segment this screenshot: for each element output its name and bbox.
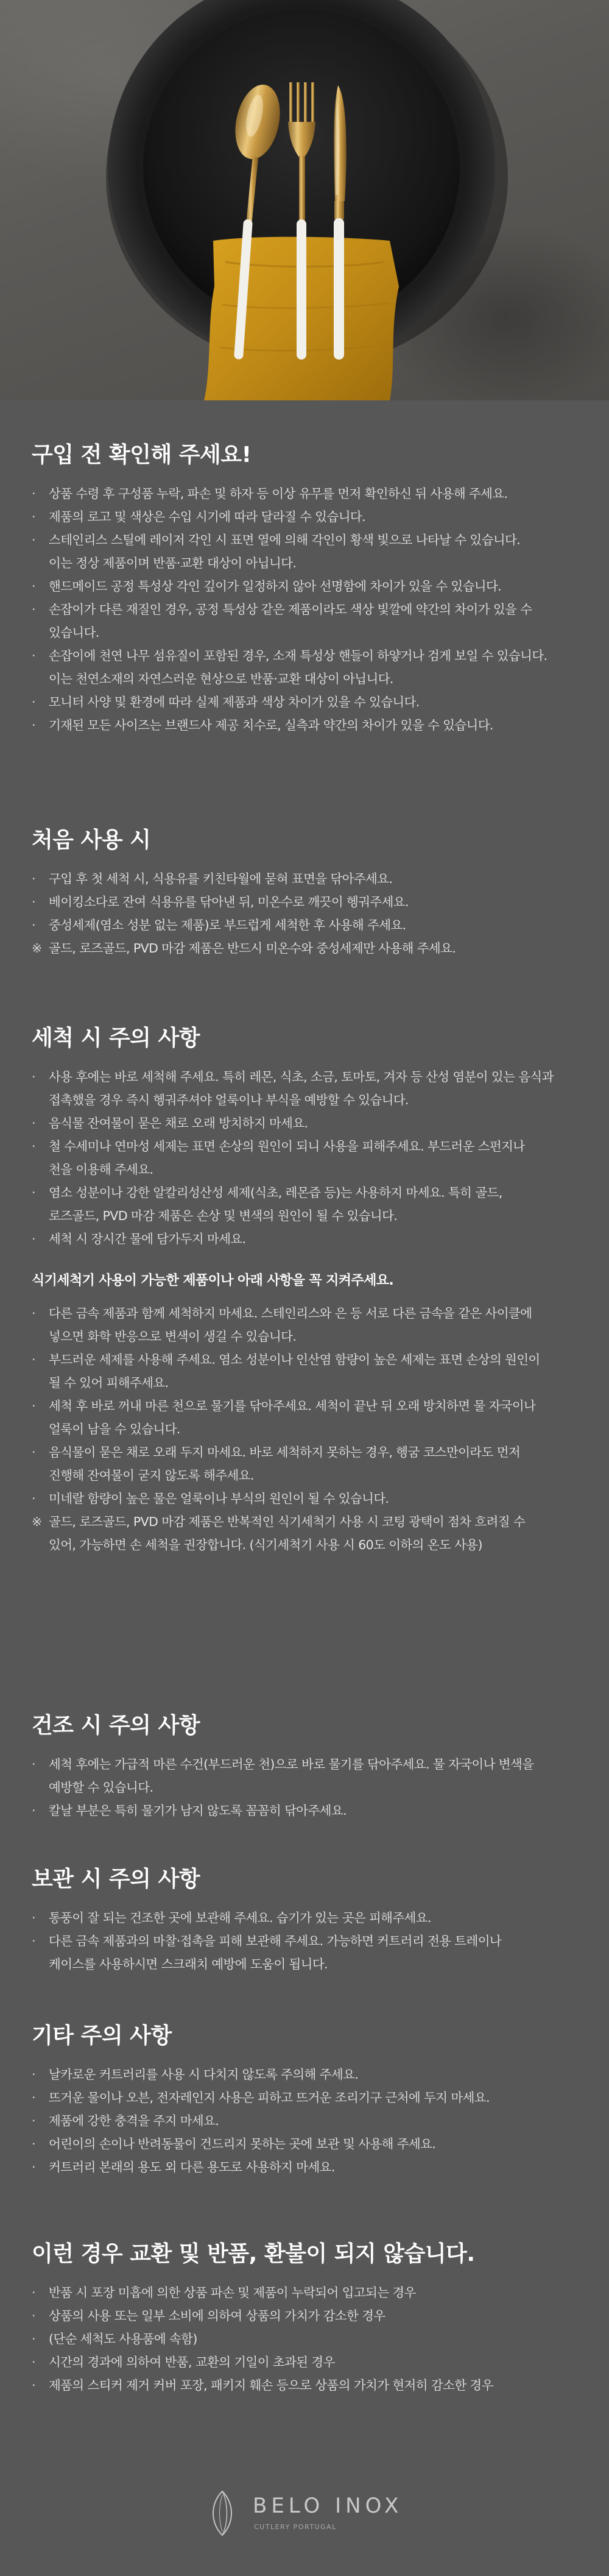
item-text: 될 수 있어 피해주세요.: [49, 1375, 169, 1390]
item-text: 이는 천연소재의 자연스러운 현상으로 반품·교환 대상이 아닙니다.: [49, 672, 393, 686]
item-text: 있어, 가능하면 손 세척을 권장합니다. (식기세척기 사용 시 60도 이하의 온도 사용): [49, 1538, 482, 1552]
item-text: 골드, 로즈골드, PVD 마감 제품은 반드시 미온수와 중성세제만 사용해 주세요.: [49, 941, 456, 956]
bullet: ·: [32, 1445, 35, 1460]
section-title: 세척 시 주의 사항: [32, 1026, 200, 1051]
bullet: ·: [32, 1306, 35, 1321]
section-first-use: [32, 827, 456, 960]
notice-list: [32, 867, 456, 960]
item-text: 세척 시 장시간 물에 담가두지 마세요.: [49, 1232, 246, 1246]
list-item: [32, 1135, 554, 1181]
brand-name: BELO INOX: [253, 2494, 403, 2518]
bullet: ·: [32, 871, 35, 886]
brand-subtitle: CUTLERY PORTUGAL: [254, 2523, 337, 2531]
item-text: 상품 수령 후 구성품 누락, 파손 및 하자 등 이상 유무를 먼저 확인하신 뒤 사용해 주세요.: [49, 486, 508, 501]
item-text: 예방할 수 있습니다.: [49, 1780, 153, 1795]
item-text: 통풍이 잘 되는 건조한 곳에 보관해 주세요. 습기가 있는 곳은 피해주세요.: [49, 1911, 431, 1925]
bullet: ·: [32, 1116, 35, 1130]
notice-list: [32, 1753, 533, 1822]
section-washing: [32, 1025, 554, 1556]
bullet: ·: [32, 1911, 35, 1925]
bullet: ※: [32, 1514, 42, 1529]
item-text: 다른 금속 제품과 함께 세척하지 마세요. 스테인리스와 은 등 서로 다른 금속을 같은 사이클에: [49, 1306, 532, 1321]
list-item: [32, 1394, 554, 1441]
bullet: ·: [32, 486, 35, 501]
list-item: [32, 1510, 554, 1556]
section-title: 처음 사용 시: [32, 828, 151, 853]
tableware-illustration: [0, 0, 609, 400]
hero-photo: [0, 0, 609, 400]
item-text: 다른 금속 제품과의 마찰·접촉을 피해 보관해 주세요. 가능하면 커트러리 전용 트레이나: [49, 1934, 502, 1948]
item-text: 베이킹소다로 잔여 식용유를 닦아낸 뒤, 미온수로 깨끗이 헹궈주세요.: [49, 895, 409, 909]
notice-list: [32, 1906, 501, 1976]
leaf-logo-icon: [204, 2489, 241, 2538]
list-item: [32, 2327, 493, 2351]
bullet: ·: [32, 695, 35, 709]
list-item: [32, 2063, 490, 2086]
list-item: [32, 914, 456, 937]
bullet: ·: [32, 2378, 35, 2393]
bullet: ·: [32, 509, 35, 524]
item-text: 핸드메이드 공정 특성상 각인 깊이가 일정하지 않아 선명함에 차이가 있을 수 있습니다.: [49, 579, 502, 594]
item-text: 로즈골드, PVD 마감 제품은 손상 및 변색의 원인이 될 수 있습니다.: [49, 1208, 398, 1223]
notice-list: [32, 1065, 554, 1251]
brand-logo: [204, 2485, 405, 2543]
item-text: 골드, 로즈골드, PVD 마감 제품은 반복적인 식기세척기 사용 시 코팅 광택이 점차 흐려질 수: [49, 1514, 526, 1529]
section-title: 기타 주의 사항: [32, 2023, 172, 2048]
section-title: 이런 경우 교환 및 반품, 환불이 되지 않습니다.: [32, 2241, 475, 2266]
list-item: [32, 690, 547, 714]
item-text: 음식물 잔여물이 묻은 채로 오래 방치하지 마세요.: [49, 1116, 308, 1130]
list-item: [32, 714, 547, 737]
bullet: ·: [32, 895, 35, 909]
item-text: 날카로운 커트러리를 사용 시 다치지 않도록 주의해 주세요.: [49, 2067, 359, 2082]
list-item: [32, 2132, 490, 2156]
list-item: [32, 1302, 554, 1348]
item-text: 제품의 로고 및 색상은 수입 시기에 따라 달라질 수 있습니다.: [49, 509, 366, 524]
bullet: ·: [32, 1139, 35, 1154]
bullet: ·: [32, 1185, 35, 1200]
list-item: [32, 575, 547, 598]
bullet: ·: [32, 579, 35, 594]
bullet: ·: [32, 2137, 35, 2151]
item-text: 얼룩이 남을 수 있습니다.: [49, 1422, 180, 1436]
item-text: 미네랄 함량이 높은 물은 얼룩이나 부식의 원인이 될 수 있습니다.: [49, 1491, 389, 1506]
item-text: 뜨거운 물이나 오븐, 전자레인지 사용은 피하고 뜨거운 조리기구 근처에 두지 마세요.: [49, 2090, 490, 2105]
item-text: 있습니다.: [49, 625, 99, 640]
list-item: [32, 890, 456, 914]
item-text: 접촉했을 경우 즉시 헹궈주셔야 얼룩이나 부식을 예방할 수 있습니다.: [49, 1093, 409, 1107]
section-other: [32, 2023, 490, 2179]
list-item: [32, 1929, 501, 1976]
list-item: [32, 937, 456, 960]
list-item: [32, 598, 547, 644]
notice-list: [32, 482, 547, 737]
list-item: [32, 1227, 554, 1251]
section-storage: [32, 1866, 501, 1976]
section-no-return: [32, 2241, 493, 2397]
list-item: [32, 1112, 554, 1135]
bullet: ·: [32, 1757, 35, 1772]
item-text: 제품의 스티커 제거 커버 포장, 패키지 훼손 등으로 상품의 가치가 현저히 감소한 경우: [49, 2378, 493, 2393]
section-title: 건조 시 주의 사항: [32, 1713, 200, 1738]
bullet: ·: [32, 2285, 35, 2300]
item-text: 세척 후 바로 꺼내 마른 천으로 물기를 닦아주세요. 세척이 끝난 뒤 오래 방치하면 물 자국이나: [49, 1399, 536, 1413]
list-item: [32, 528, 547, 575]
item-text: 제품에 강한 충격을 주지 마세요.: [49, 2113, 219, 2128]
list-item: [32, 1487, 554, 1510]
bullet: ·: [32, 1399, 35, 1413]
item-text: 구입 후 첫 세척 시, 식용유를 키친타월에 묻혀 표면을 닦아주세요.: [49, 871, 393, 886]
section-before-purchase: [32, 442, 547, 737]
item-text: 어린이의 손이나 반려동물이 건드리지 못하는 곳에 보관 및 사용해 주세요.: [49, 2137, 436, 2151]
bullet: ·: [32, 602, 35, 617]
section-drying: [32, 1712, 533, 1822]
bullet: ·: [32, 1934, 35, 1948]
item-text: 세척 후에는 가급적 마른 수건(부드러운 천)으로 바로 물기를 닦아주세요. 물 자국이나 변색을: [49, 1757, 534, 1772]
list-item: [32, 1441, 554, 1487]
bullet: ·: [32, 1070, 35, 1084]
item-text: 넣으면 화학 반응으로 변색이 생길 수 있습니다.: [49, 1329, 297, 1344]
list-item: [32, 2304, 493, 2327]
section-title: 보관 시 주의 사항: [32, 1867, 200, 1892]
item-text: 칼날 부분은 특히 물기가 남지 않도록 꼼꼼히 닦아주세요.: [49, 1803, 347, 1818]
list-item: [32, 505, 547, 528]
list-item: [32, 1181, 554, 1227]
list-item: [32, 2109, 490, 2132]
bullet: ·: [32, 2308, 35, 2323]
item-text: 철 수세미나 연마성 세제는 표면 손상의 원인이 되니 사용을 피해주세요. 부드러운 스펀지나: [49, 1139, 525, 1154]
item-text: 손잡이에 천연 나무 섬유질이 포함된 경우, 소재 특성상 핸들이 하얗거나 검게 보일 수 있습니다.: [49, 648, 547, 663]
bullet: ※: [32, 941, 42, 956]
bullet: ·: [32, 2332, 35, 2346]
bullet: ·: [32, 718, 35, 733]
item-text: 이는 정상 제품이며 반품·교환 대상이 아닙니다.: [49, 556, 297, 570]
list-item: [32, 2086, 490, 2109]
list-item: [32, 2281, 493, 2304]
bullet: ·: [32, 1352, 35, 1367]
list-item: [32, 867, 456, 890]
item-text: 사용 후에는 바로 세척해 주세요. 특히 레몬, 식초, 소금, 토마토, 겨자 등 산성 염분이 있는 음식과: [49, 1070, 554, 1084]
item-text: 천을 이용해 주세요.: [49, 1162, 153, 1177]
bullet: ·: [32, 2160, 35, 2174]
item-text: 케이스를 사용하시면 스크래치 예방에 도움이 됩니다.: [49, 1957, 328, 1971]
bullet: ·: [32, 2355, 35, 2369]
bullet: ·: [32, 918, 35, 932]
list-item: [32, 2374, 493, 2397]
list-item: [32, 1348, 554, 1394]
list-item: [32, 2156, 490, 2179]
list-item: [32, 2351, 493, 2374]
list-item: [32, 1065, 554, 1112]
item-text: 상품의 사용 또는 일부 소비에 의하여 상품의 가치가 감소한 경우: [49, 2308, 385, 2323]
item-text: 손잡이가 다른 재질인 경우, 공정 특성상 같은 제품이라도 색상 빛깔에 약간의 차이가 있을 수: [49, 602, 532, 617]
bullet: ·: [32, 533, 35, 547]
dishwasher-list: [32, 1302, 554, 1556]
item-text: (단순 세척도 사용품에 속함): [49, 2332, 197, 2346]
item-text: 커트러리 본래의 용도 외 다른 용도로 사용하지 마세요.: [49, 2160, 335, 2174]
list-item: [32, 1906, 501, 1929]
item-text: 모니터 사양 및 환경에 따라 실제 제품과 색상 차이가 있을 수 있습니다.: [49, 695, 420, 709]
item-text: 부드러운 세제를 사용해 주세요. 염소 성분이나 인산염 함량이 높은 세제는 표면 손상의 원인이: [49, 1352, 540, 1367]
list-item: [32, 1753, 533, 1799]
bullet: ·: [32, 2067, 35, 2082]
item-text: 기재된 모든 사이즈는 브랜드사 제공 치수로, 실측과 약간의 차이가 있을 수 있습니다.: [49, 718, 493, 733]
bullet: ·: [32, 1491, 35, 1506]
bullet: ·: [32, 2113, 35, 2128]
notice-list: [32, 2281, 493, 2397]
item-text: 반품 시 포장 미흡에 의한 상품 파손 및 제품이 누락되어 입고되는 경우: [49, 2285, 416, 2300]
item-text: 스테인리스 스틸에 레이저 각인 시 표면 열에 의해 각인이 황색 빛으로 나타날 수 있습니다.: [49, 533, 521, 547]
bullet: ·: [32, 2090, 35, 2105]
bullet: ·: [32, 1232, 35, 1246]
list-item: [32, 644, 547, 690]
dishwasher-subtitle: 식기세척기 사용이 가능한 제품이나 아래 사항을 꼭 지켜주세요.: [32, 1273, 394, 1288]
section-title: 구입 전 확인해 주세요!: [32, 442, 252, 467]
item-text: 시간의 경과에 의하여 반품, 교환의 기일이 초과된 경우: [49, 2355, 335, 2369]
item-text: 염소 성분이나 강한 알칼리성산성 세제(식초, 레몬즙 등)는 사용하지 마세요. 특히 골드,: [49, 1185, 502, 1200]
notice-list: [32, 2063, 490, 2179]
list-item: [32, 1799, 533, 1822]
list-item: [32, 482, 547, 505]
bullet: ·: [32, 1803, 35, 1818]
item-text: 진행해 잔여물이 굳지 않도록 해주세요.: [49, 1468, 254, 1483]
item-text: 중성세제(염소 성분 없는 제품)로 부드럽게 세척한 후 사용해 주세요.: [49, 918, 406, 932]
item-text: 음식물이 묻은 채로 오래 두지 마세요. 바로 세척하지 못하는 경우, 헹굼 코스만이라도 먼저: [49, 1445, 521, 1460]
bullet: ·: [32, 648, 35, 663]
